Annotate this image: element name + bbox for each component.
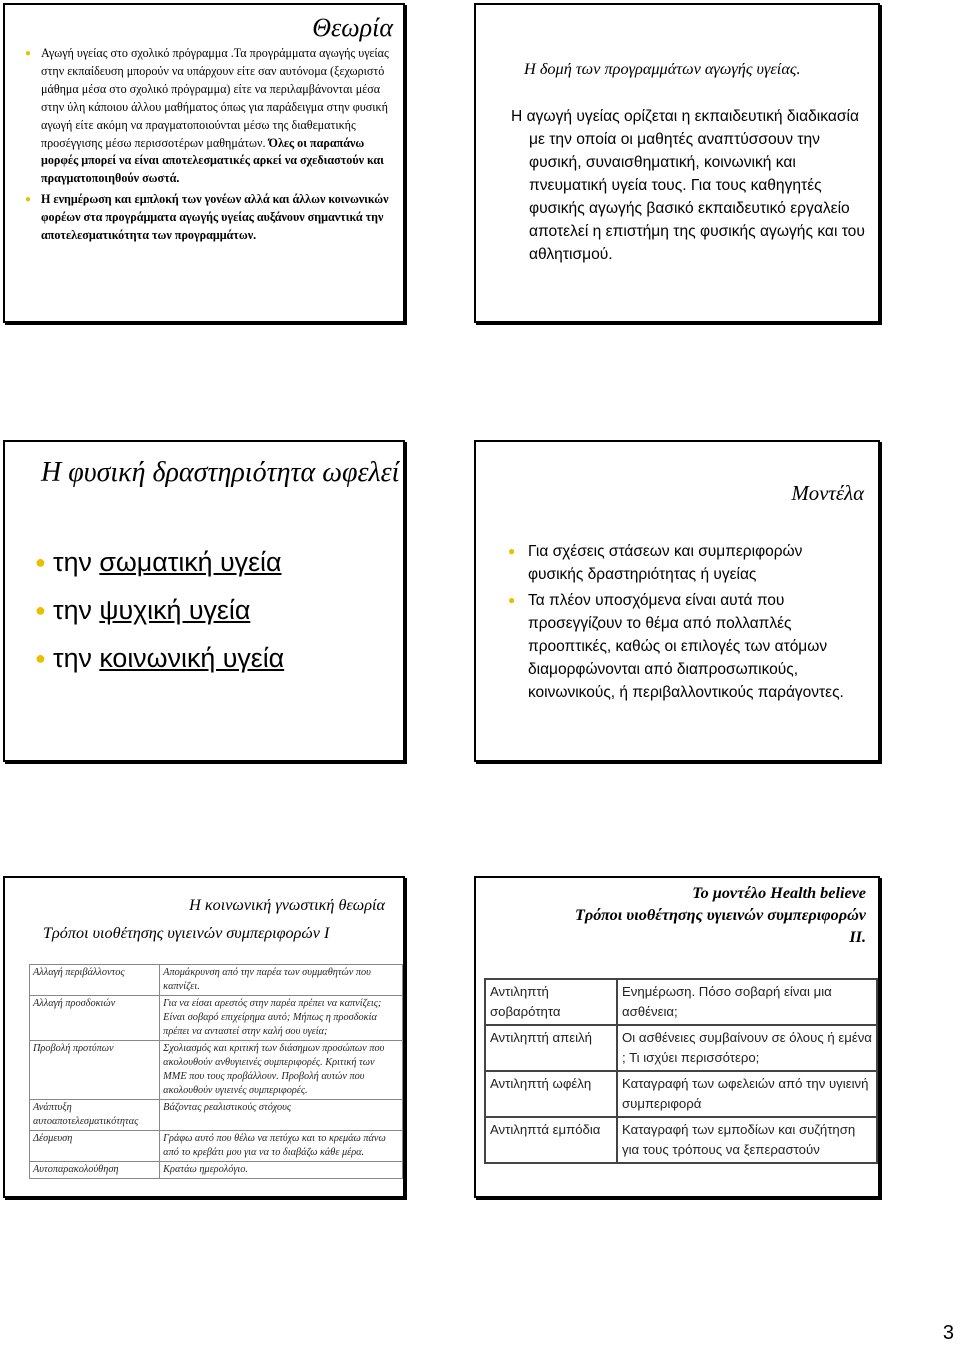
table-row <box>30 1162 403 1179</box>
item-term: σωματική υγεία <box>99 547 282 577</box>
slide-title <box>575 882 866 948</box>
row-value-cell: Σχολιασμός και κριτική των διάσημων προσώπων που ακολουθούν ανθυγιεινές συμπεριφορές. Κριτική των ΜΜΕ που τους προβάλλουν. Προβολή αυτών που ακολουθούν υγιεινές συμπεριφορές. <box>160 1041 403 1100</box>
row-label-cell: Προβολή προτύπων <box>30 1041 160 1100</box>
row-value-cell: Καταγραφή των ωφελειών από την υγιεινή συμπεριφορά <box>617 1071 877 1117</box>
table-row <box>30 996 403 1041</box>
page-number: 3 <box>942 1322 954 1344</box>
bullet-text: Τα πλέον υποσχόμενα είναι αυτά που προσεγγίζουν το θέμα από πολλαπλές προοπτικές, καθώς οι επιλογές των ατόμων διαμορφώνονται από διαπροσωπικούς, κοινωνικούς, ή περιβαλλοντικούς παράγοντες. <box>528 592 844 701</box>
item-prefix: την <box>53 595 92 625</box>
row-value-cell: Κρατάω ημερολόγιο. <box>160 1162 403 1179</box>
bullet-text: Αγωγή υγείας στο σχολικό πρόγραμμα .Τα προγράμματα αγωγής υγείας στην εκπαίδευση μπορούν να υπάρχουν είτε σαν αυτόνομα (ξεχωριστό μάθημα μέσα στο σχολικό πρόγραμμα) είτε να περιλαμβάνονται μέσα στην ύλη κάποιου άλλου μαθήματος όπως για παράδειγμα στην φυσική αγωγή είτε ακόμη να πραγματοποιούνται μέσω της διαθεματικής προσέγγισης μέσω περισσοτέρων μαθημάτων. <box>41 46 389 150</box>
slide-physical-activity <box>3 440 405 762</box>
slide-theory <box>3 3 405 323</box>
title-line: Τρόποι υιοθέτησης υγιεινών συμπεριφορών <box>574 906 866 924</box>
slide-title: Η φυσική δραστηριότητα ωφελεί <box>41 457 400 488</box>
row-label-cell: Αυτοπαρακολούθηση <box>30 1162 160 1179</box>
list-item <box>35 586 284 634</box>
bullet-list <box>508 540 848 707</box>
row-value-cell: Απομάκρυνση από την παρέα των συμμαθητών που καπνίζει. <box>160 965 403 996</box>
paragraph-text: Για τους καθηγητές φυσικής αγωγής βασικό εκπαιδευτικό εργαλείο αποτελεί η επιστήμη της φυσικής αγωγής και του αθλητισμού. <box>529 177 865 263</box>
table-row <box>485 979 877 1025</box>
row-label-cell: Αλλαγή περιβάλλοντος <box>30 965 160 996</box>
row-label-cell: Αλλαγή προσδοκιών <box>30 996 160 1041</box>
slide-title: Η δομή των προγραμμάτων αγωγής υγείας. <box>524 59 801 78</box>
slide-models <box>474 440 880 762</box>
slide-social-cognitive-theory <box>3 876 405 1198</box>
row-value-cell: Ενημέρωση. Πόσο σοβαρή είναι μια ασθένεια; <box>617 979 877 1025</box>
bullet-icon: ● <box>25 194 32 206</box>
list-item <box>508 540 848 586</box>
item-prefix: την <box>53 547 92 577</box>
strategy-table <box>29 964 403 1179</box>
list-item <box>508 589 848 704</box>
paragraph-text: Η αγωγή υγείας ορίζεται η εκπαιδευτική διαδικασία με την οποία οι μαθητές αναπτύσσουν την φυσική, συναισθηματική, κοινωνική και πνευματική υγεία τους. <box>511 108 859 194</box>
bullet-bold-text: Όλες οι παραπάνω μορφές μπορεί να είναι αποτελεσματικές αρκεί να σχεδιαστούν και πραγματοποιηθούν σωστά. <box>41 135 384 186</box>
row-value-cell: Για να είσαι αρεστός στην παρέα πρέπει να καπνίζεις; Είναι σοβαρό επιχείρημα αυτό; Μήπως η προσδοκία πρέπει να ανταστεί στην καλή σου υγεία; <box>160 996 403 1041</box>
row-label-cell: Αντιληπτή απειλή <box>485 1025 617 1071</box>
bullet-icon: ● <box>508 593 516 607</box>
bullet-icon: ● <box>35 600 46 620</box>
title-line: Το μοντέλο Health believe <box>692 884 866 902</box>
row-value-cell: Γράφω αυτό που θέλω να πετύχω και το κρεμάω πάνω από το κρεβάτι μου για να το διαβάζω κάθε μέρα. <box>160 1131 403 1162</box>
row-value-cell: Καταγραφή των εμποδίων και συζήτηση για τους τρόπους να ξεπεραστούν <box>617 1117 877 1163</box>
list-item <box>35 634 285 682</box>
bullet-icon: ● <box>25 48 32 59</box>
row-value-cell: Οι ασθένειες συμβαίνουν σε όλους ή εμένα ; Τι ισχύει περισσότερο; <box>617 1025 877 1071</box>
table-row <box>30 1100 403 1131</box>
item-prefix: την <box>53 643 92 673</box>
bullet-text: Η ενημέρωση και εμπλοκή των γονέων αλλά και άλλων κοινωνικών φορέων στα προγράμματα αγωγής υγείας αυξάνουν σημαντικά την αποτελεσματικότητα των προγραμμάτων. <box>41 192 389 243</box>
slide-title: Μοντέλα <box>791 482 864 505</box>
list-item <box>25 191 393 245</box>
slide-paragraph <box>511 105 871 266</box>
table-row <box>485 1117 877 1163</box>
bullet-list <box>25 45 393 248</box>
table-row <box>485 1025 877 1071</box>
table-row <box>30 1041 403 1100</box>
slide-health-belief-model <box>474 876 880 1198</box>
row-value-cell: Βάζοντας ρεαλιστικούς στόχους <box>160 1100 403 1131</box>
slide-title: Η κοινωνική γνωστική θεωρία <box>189 896 385 914</box>
row-label-cell: Ανάπτυξη αυτοαποτελεσματικότητας <box>30 1100 160 1131</box>
bullet-icon: ● <box>508 544 516 558</box>
slide-program-structure <box>474 3 880 323</box>
bullet-text: Για σχέσεις στάσεων και συμπεριφορών φυσικής δραστηριότητας ή υγείας <box>528 543 803 583</box>
item-term: κοινωνική υγεία <box>99 643 285 673</box>
title-line: ΙΙ. <box>849 928 866 946</box>
belief-table <box>484 978 878 1164</box>
table-row <box>485 1071 877 1117</box>
bullet-icon: ● <box>35 552 46 572</box>
list-item <box>35 538 284 586</box>
item-term: ψυχική υγεία <box>99 595 251 625</box>
table-row <box>30 965 403 996</box>
row-label-cell: Αντιληπτά εμπόδια <box>485 1117 617 1163</box>
row-label-cell: Αντιληπτή ωφέλη <box>485 1071 617 1117</box>
row-label-cell: Δέσμευση <box>30 1131 160 1162</box>
slide-subtitle: Τρόποι υιοθέτησης υγιεινών συμπεριφορών Ι <box>43 924 330 942</box>
benefit-list <box>35 538 285 682</box>
slide-title: Θεωρία <box>312 13 393 42</box>
row-label-cell: Αντιληπτή σοβαρότητα <box>485 979 617 1025</box>
bullet-icon: ● <box>35 648 46 668</box>
table-row <box>30 1131 403 1162</box>
list-item <box>25 45 393 188</box>
